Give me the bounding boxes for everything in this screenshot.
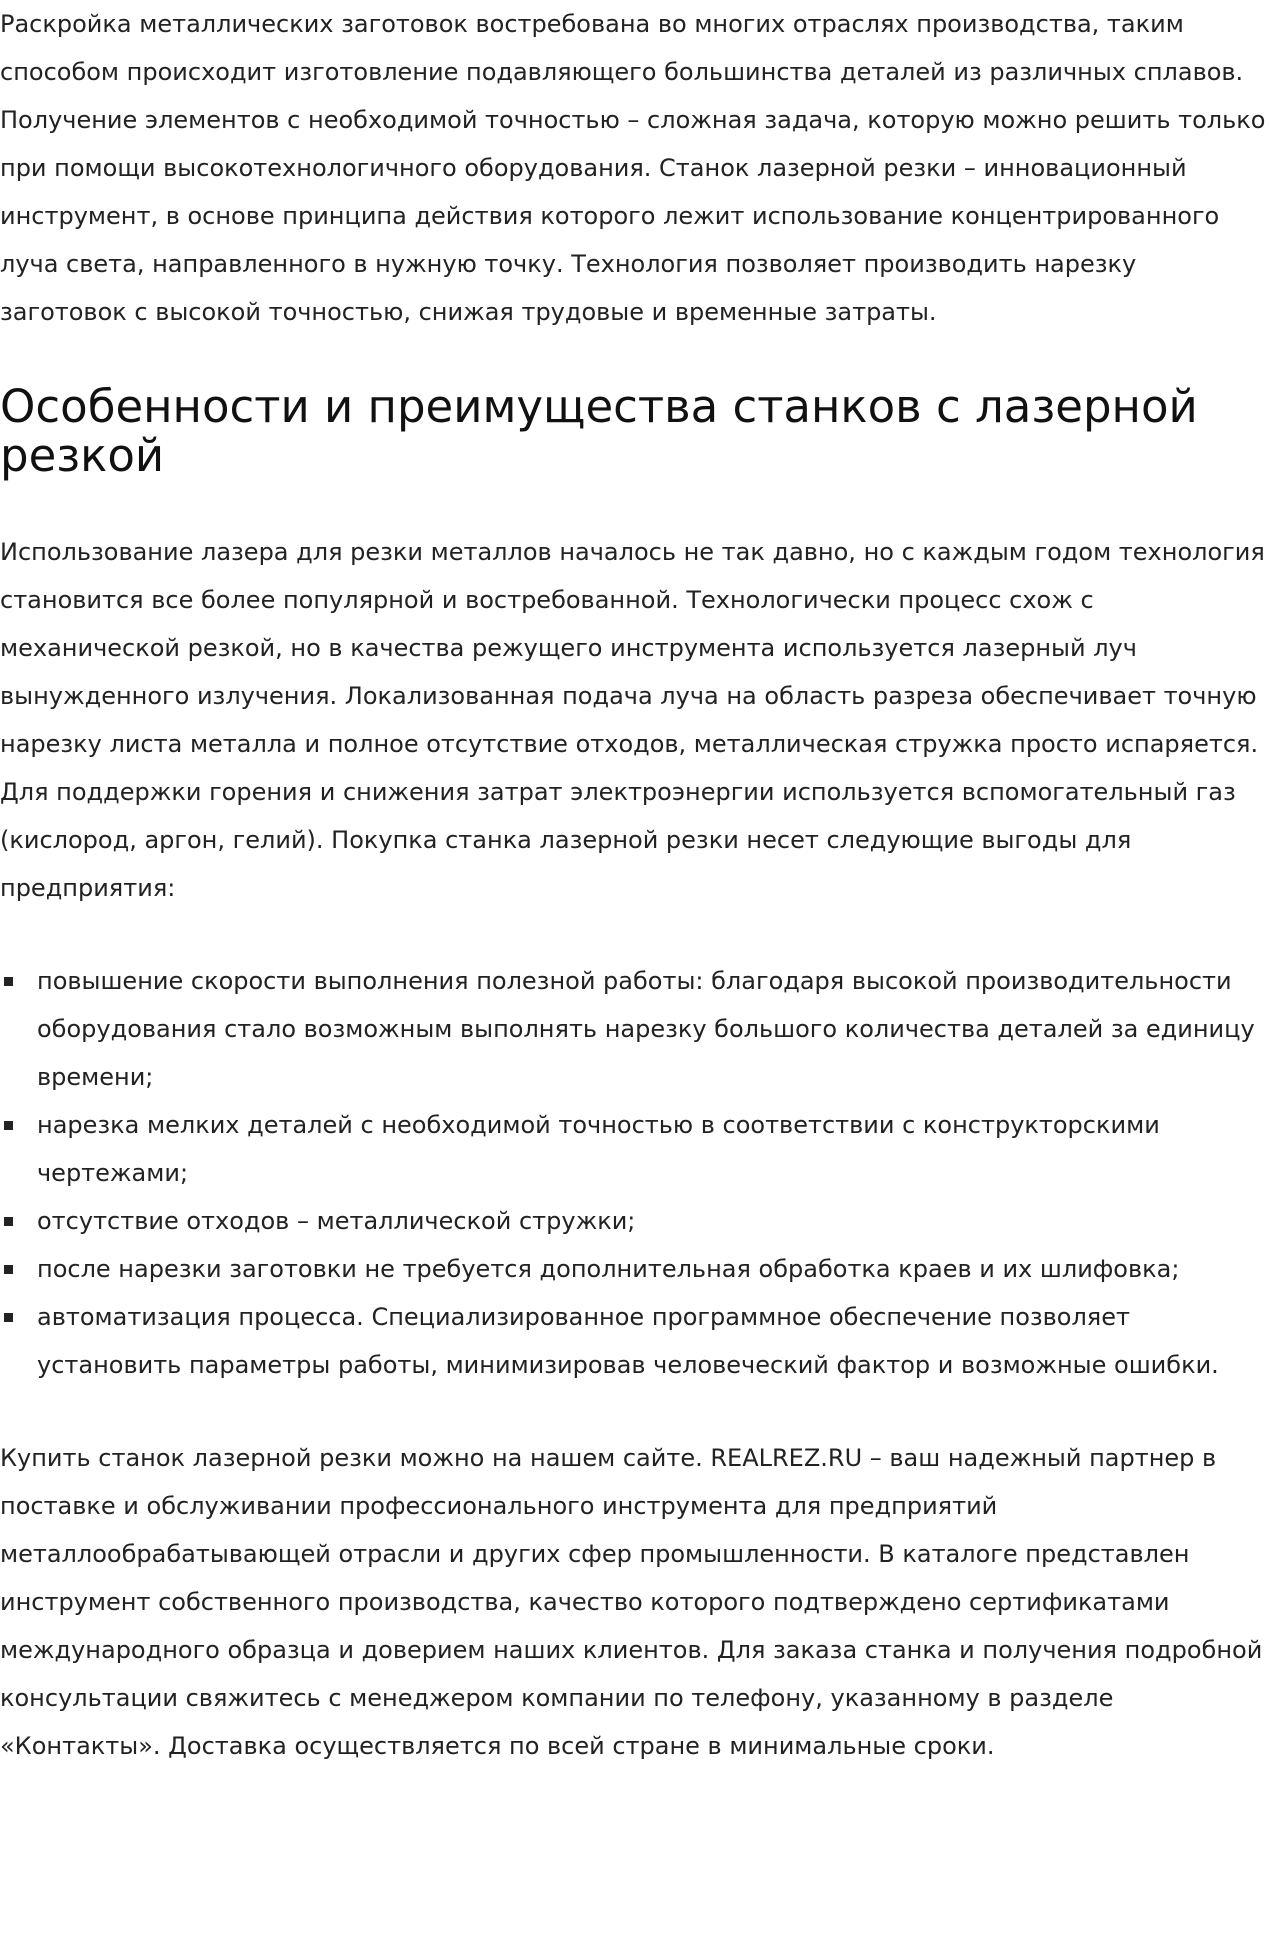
list-item <box>0 957 1270 1101</box>
section-heading: Особенности и преимущества станков с лазерной резкой <box>0 380 1198 482</box>
bullet-square-icon <box>4 1217 13 1226</box>
list-item <box>0 1293 1270 1389</box>
list-item <box>0 1197 1270 1245</box>
bullet-square-icon <box>4 1265 13 1274</box>
list-item-text: повышение скорости выполнения полезной работы: благодаря высокой производительности оборудования стало возможным выполнять нарезку большого количества деталей за единицу времени; <box>37 967 1255 1091</box>
list-item <box>0 1245 1270 1293</box>
body-paragraph: Использование лазера для резки металлов началось не так давно, но с каждым годом технология становится все более популярной и востребованной. Технологически процесс схож с механической резкой, но в качества режущего инструмента используется лазерный луч вынужденного излучения. Локализованная подача луча на область разреза обеспечивает точную нарезку листа металла и полное отсутствие отходов, металлическая стружка просто испаряется. Для поддержки горения и снижения затрат электроэнергии используется вспомогательный газ (кислород, аргон, гелий). Покупка станка лазерной резки несет следующие выгоды для предприятия: <box>0 538 1265 902</box>
benefits-list <box>0 957 1270 1389</box>
bullet-square-icon <box>4 977 13 986</box>
closing-paragraph: Купить станок лазерной резки можно на нашем сайте. REALREZ.RU – ваш надежный партнер в поставке и обслуживании профессионального инструмента для предприятий металлообрабатывающей отрасли и других сфер промышленности. В каталоге представлен инструмент собственного производства, качество которого подтверждено сертификатами международного образца и доверием наших клиентов. Для заказа станка и получения подробной консультации свяжитесь с менеджером компании по телефону, указанному в разделе «Контакты». Доставка осуществляется по всей стране в минимальные сроки. <box>0 1444 1263 1760</box>
list-item-text: автоматизация процесса. Специализированное программное обеспечение позволяет установить параметры работы, минимизировав человеческий фактор и возможные ошибки. <box>37 1303 1219 1379</box>
list-item-text: нарезка мелких деталей с необходимой точностью в соответствии с конструкторскими чертежами; <box>37 1111 1160 1187</box>
bullet-square-icon <box>4 1313 13 1322</box>
intro-paragraph: Раскройка металлических заготовок востребована во многих отраслях производства, таким способом происходит изготовление подавляющего большинства деталей из различных сплавов. Получение элементов с необходимой точностью – сложная задача, которую можно решить только при помощи высокотехнологичного оборудования. Станок лазерной резки – инновационный инструмент, в основе принципа действия которого лежит использование концентрированного луча света, направленного в нужную точку. Технология позволяет производить нарезку заготовок с высокой точностью, снижая трудовые и временные затраты. <box>0 10 1266 326</box>
list-item-text: отсутствие отходов – металлической стружки; <box>37 1207 636 1235</box>
bullet-square-icon <box>4 1121 13 1130</box>
list-item-text: после нарезки заготовки не требуется дополнительная обработка краев и их шлифовка; <box>37 1255 1180 1283</box>
list-item <box>0 1101 1270 1197</box>
